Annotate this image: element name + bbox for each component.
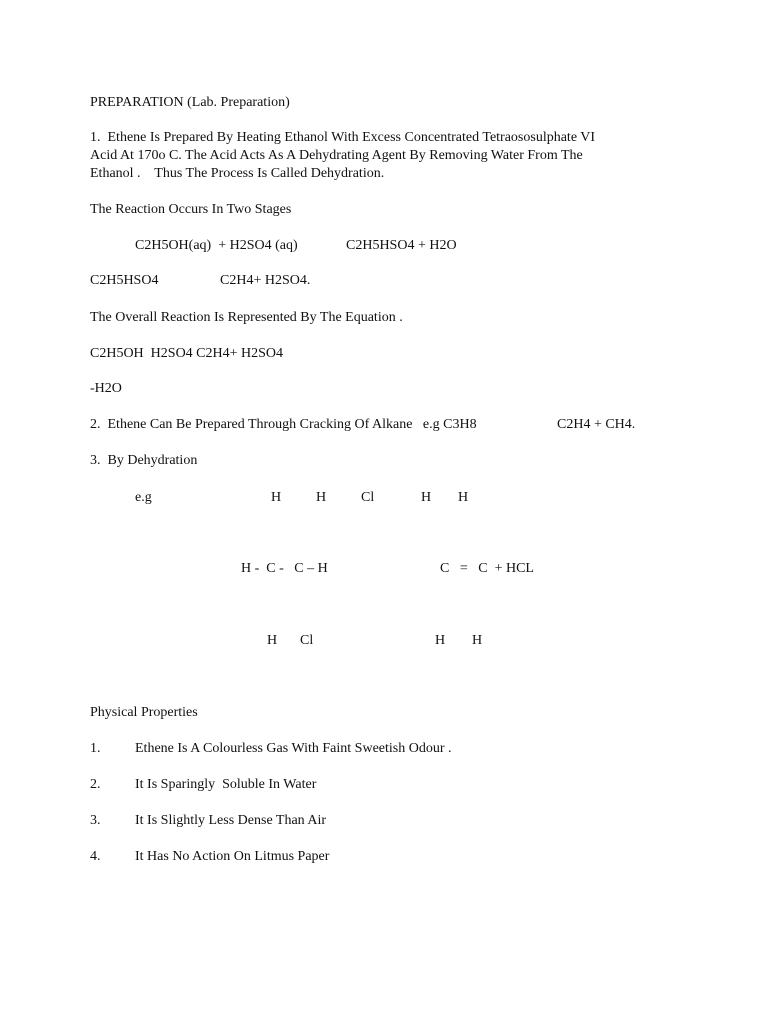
- item1-line1: 1. Ethene Is Prepared By Heating Ethanol With Excess Concentrated Tetraososulphate VI: [90, 130, 596, 145]
- structure-top-left-atom: Cl: [361, 490, 375, 505]
- structure-bottom-left-atom: Cl: [300, 633, 314, 648]
- stage1-products: C2H5HSO4 + H2O: [346, 238, 457, 253]
- overall-intro: The Overall Reaction Is Represented By The Equation .: [90, 310, 403, 325]
- item1-line2: Acid At 170o C. The Acid Acts As A Dehydrating Agent By Removing Water From The: [90, 148, 583, 163]
- physical-item-text: It Is Slightly Less Dense Than Air: [135, 813, 327, 828]
- structure-top-right-atom: H: [458, 490, 469, 505]
- item3-heading: 3. By Dehydration: [90, 453, 198, 468]
- physical-properties-heading: Physical Properties: [90, 705, 198, 720]
- overall-equation: C2H5OH H2SO4 C2H4+ H2SO4: [90, 346, 284, 361]
- stage1-reactants: C2H5OH(aq) + H2SO4 (aq): [135, 238, 298, 253]
- structure-eg-label: e.g: [135, 490, 152, 505]
- structure-top-left-atom: H: [271, 490, 282, 505]
- item2-text: 2. Ethene Can Be Prepared Through Cracking Of Alkane e.g C3H8: [90, 417, 477, 432]
- physical-item-number: 1.: [90, 741, 101, 756]
- stages-intro: The Reaction Occurs In Two Stages: [90, 202, 292, 217]
- stage2-reactant: C2H5HSO4: [90, 273, 159, 288]
- structure-top-right-atom: H: [421, 490, 432, 505]
- overall-condition: -H2O: [90, 381, 122, 396]
- structure-bottom-right-atom: H: [472, 633, 483, 648]
- physical-item-text: It Is Sparingly Soluble In Water: [135, 777, 317, 792]
- structure-top-left-atom: H: [316, 490, 327, 505]
- structure-bottom-right-atom: H: [435, 633, 446, 648]
- structure-middle-right: C = C + HCL: [440, 561, 534, 576]
- physical-item-number: 4.: [90, 849, 101, 864]
- physical-item-text: It Has No Action On Litmus Paper: [135, 849, 330, 864]
- physical-item-number: 2.: [90, 777, 101, 792]
- structure-middle-left: H - C - C – H: [241, 561, 328, 576]
- physical-item-text: Ethene Is A Colourless Gas With Faint Sweetish Odour .: [135, 741, 452, 756]
- physical-item-number: 3.: [90, 813, 101, 828]
- stage2-products: C2H4+ H2SO4.: [220, 273, 311, 288]
- item1-line3: Ethanol . Thus The Process Is Called Dehydration.: [90, 166, 385, 181]
- item2-products: C2H4 + CH4.: [557, 417, 636, 432]
- section-heading-preparation: PREPARATION (Lab. Preparation): [90, 95, 290, 110]
- structure-bottom-left-atom: H: [267, 633, 278, 648]
